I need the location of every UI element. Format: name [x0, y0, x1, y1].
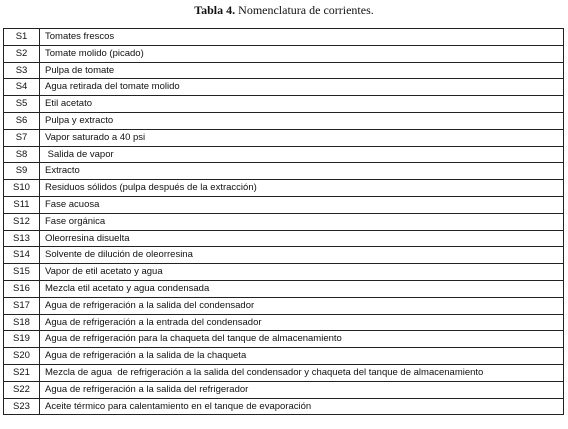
stream-code-cell: S5	[4, 96, 40, 113]
stream-description-cell: Tomate molido (picado)	[40, 45, 564, 62]
stream-description-cell: Residuos sólidos (pulpa después de la extracción)	[40, 180, 564, 197]
table-row	[4, 196, 564, 213]
stream-description-cell: Pulpa y extracto	[40, 112, 564, 129]
stream-code-cell: S4	[4, 79, 40, 96]
stream-code-cell: S21	[4, 364, 40, 381]
stream-description-cell: Extracto	[40, 163, 564, 180]
table-row	[4, 29, 564, 46]
table-row	[4, 213, 564, 230]
stream-description-cell: Salida de vapor	[40, 146, 564, 163]
stream-code-cell: S18	[4, 314, 40, 331]
table-row	[4, 112, 564, 129]
stream-code-cell: S15	[4, 264, 40, 281]
stream-code-cell: S3	[4, 62, 40, 79]
stream-code-cell: S10	[4, 180, 40, 197]
stream-code-cell: S9	[4, 163, 40, 180]
table-row	[4, 79, 564, 96]
stream-description-cell: Fase orgánica	[40, 213, 564, 230]
stream-description-cell: Aceite térmico para calentamiento en el tanque de evaporación	[40, 398, 564, 415]
stream-description-cell: Agua de refrigeración a la entrada del condensador	[40, 314, 564, 331]
table-row	[4, 146, 564, 163]
stream-description-cell: Etil acetato	[40, 96, 564, 113]
stream-code-cell: S2	[4, 45, 40, 62]
stream-code-cell: S1	[4, 29, 40, 46]
stream-description-cell: Oleorresina disuelta	[40, 230, 564, 247]
stream-code-cell: S11	[4, 196, 40, 213]
table-row	[4, 247, 564, 264]
stream-description-cell: Mezcla etil acetato y agua condensada	[40, 280, 564, 297]
stream-code-cell: S12	[4, 213, 40, 230]
table-row	[4, 280, 564, 297]
nomenclature-table-body	[4, 29, 564, 415]
table-row	[4, 314, 564, 331]
stream-code-cell: S7	[4, 129, 40, 146]
stream-code-cell: S19	[4, 331, 40, 348]
stream-code-cell: S16	[4, 280, 40, 297]
table-caption-text: Nomenclatura de corrientes.	[235, 3, 374, 17]
table-row	[4, 331, 564, 348]
stream-description-cell: Vapor de etil acetato y agua	[40, 264, 564, 281]
stream-code-cell: S17	[4, 297, 40, 314]
table-row	[4, 62, 564, 79]
table-row	[4, 180, 564, 197]
stream-code-cell: S14	[4, 247, 40, 264]
table-row	[4, 129, 564, 146]
stream-description-cell: Agua de refrigeración a la salida del refrigerador	[40, 381, 564, 398]
table-row	[4, 348, 564, 365]
stream-code-cell: S8	[4, 146, 40, 163]
stream-description-cell: Agua de refrigeración a la salida del condensador	[40, 297, 564, 314]
stream-description-cell: Agua de refrigeración para la chaqueta del tanque de almacenamiento	[40, 331, 564, 348]
table-row	[4, 364, 564, 381]
stream-code-cell: S22	[4, 381, 40, 398]
table-row	[4, 163, 564, 180]
table-caption-label: Tabla 4.	[194, 3, 236, 17]
stream-description-cell: Vapor saturado a 40 psi	[40, 129, 564, 146]
stream-description-cell: Agua de refrigeración a la salida de la chaqueta	[40, 348, 564, 365]
stream-code-cell: S13	[4, 230, 40, 247]
table-row	[4, 230, 564, 247]
stream-code-cell: S6	[4, 112, 40, 129]
stream-description-cell: Pulpa de tomate	[40, 62, 564, 79]
stream-description-cell: Agua retirada del tomate molido	[40, 79, 564, 96]
stream-description-cell: Tomates frescos	[40, 29, 564, 46]
stream-description-cell: Fase acuosa	[40, 196, 564, 213]
table-row	[4, 381, 564, 398]
table-row	[4, 45, 564, 62]
table-row	[4, 297, 564, 314]
stream-description-cell: Solvente de dilución de oleorresina	[40, 247, 564, 264]
stream-code-cell: S20	[4, 348, 40, 365]
table-row	[4, 264, 564, 281]
nomenclature-table	[3, 28, 564, 415]
table-row	[4, 96, 564, 113]
table-row	[4, 398, 564, 415]
table-caption	[0, 3, 568, 18]
stream-code-cell: S23	[4, 398, 40, 415]
stream-description-cell: Mezcla de agua de refrigeración a la salida del condensador y chaqueta del tanque de almacenamiento	[40, 364, 564, 381]
